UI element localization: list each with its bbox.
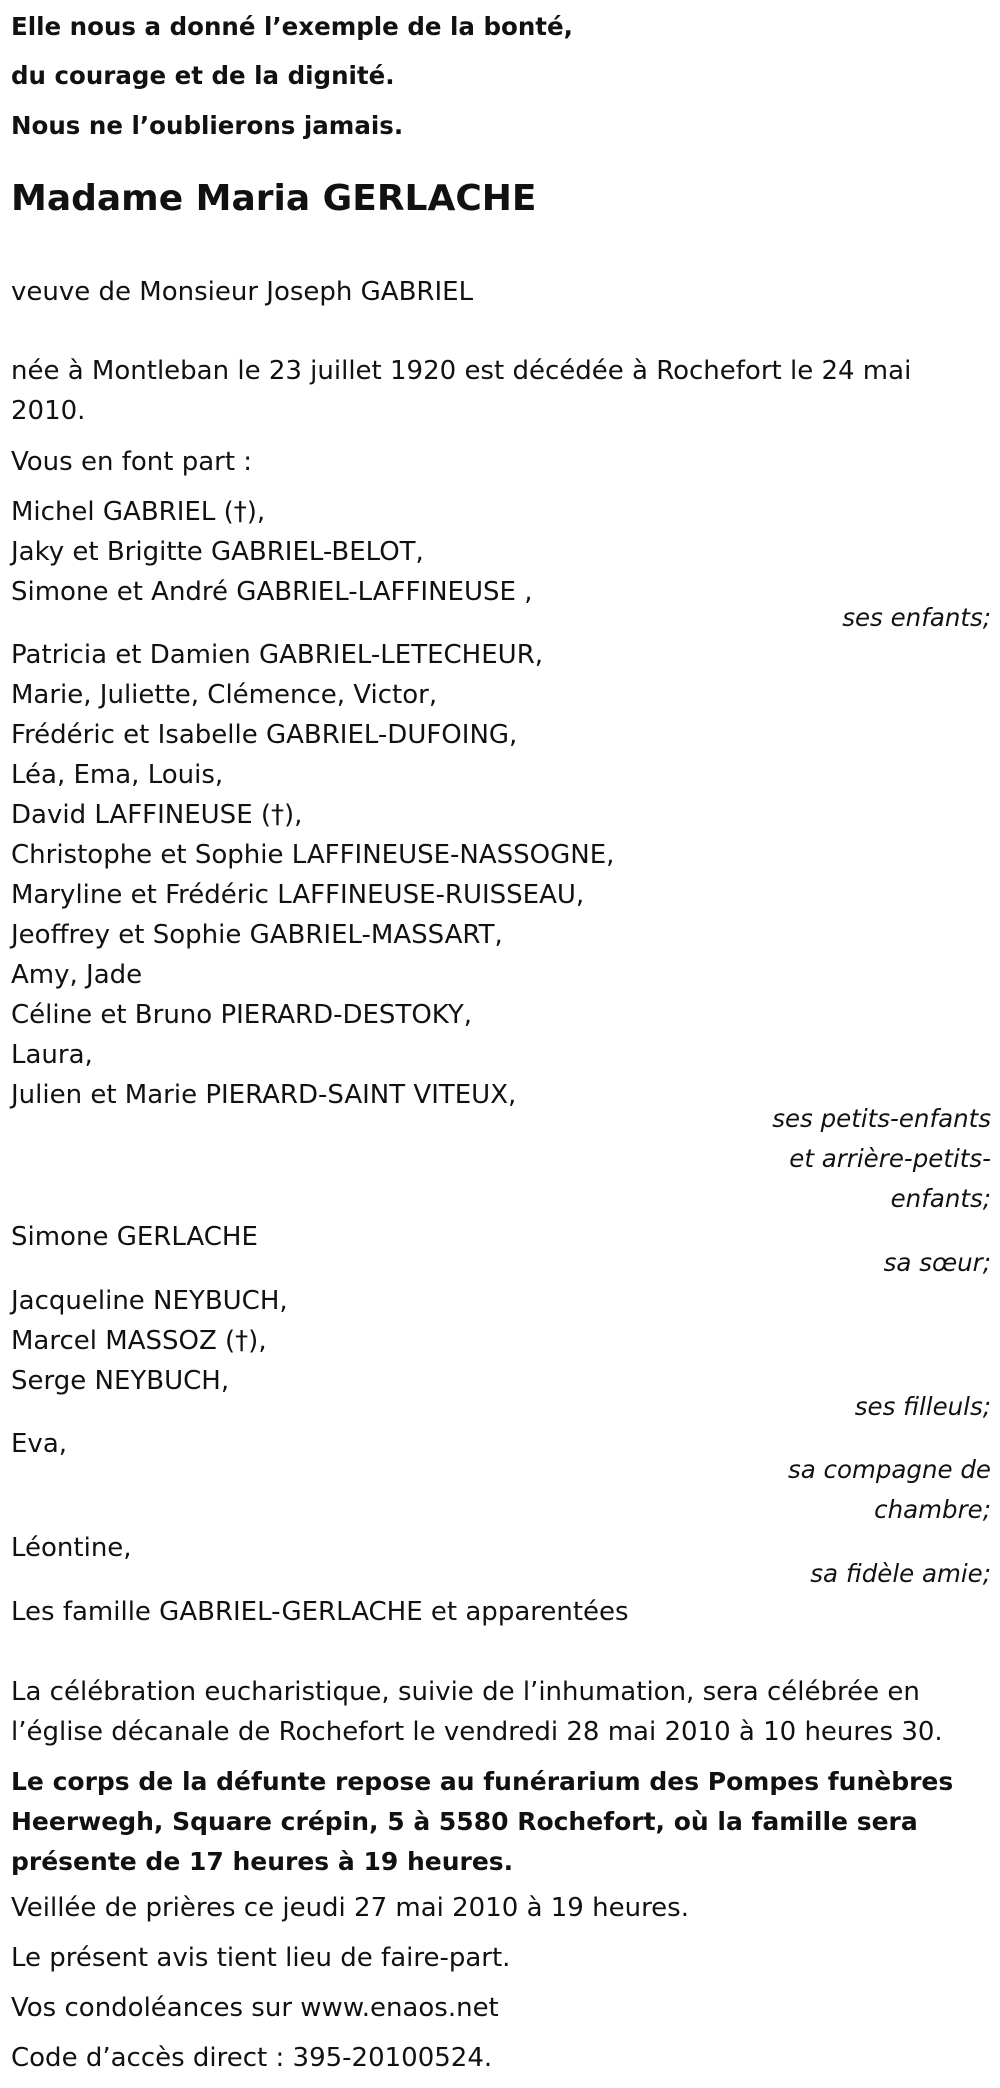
repose-line: Le corps de la défunte repose au funérarium des Pompes funèbres: [11, 1767, 954, 1796]
celebration-line: l’église décanale de Rochefort le vendredi 28 mai 2010 à 10 heures 30.: [11, 1717, 943, 1747]
relation-label: sa sœur;: [883, 1248, 991, 1277]
family-member: Maryline et Frédéric LAFFINEUSE-RUISSEAU,: [11, 880, 585, 910]
vigil-line: Veillée de prières ce jeudi 27 mai 2010 à 19 heures.: [11, 1893, 689, 1923]
family-member: Julien et Marie PIERARD-SAINT VITEUX,: [11, 1080, 517, 1110]
family-member: Simone et André GABRIEL-LAFFINEUSE ,: [11, 577, 533, 607]
family-member: Christophe et Sophie LAFFINEUSE-NASSOGNE,: [11, 840, 615, 870]
access-code-line: Code d’accès direct : 395-20100524.: [11, 2043, 493, 2073]
relation-label: et arrière-petits-: [789, 1144, 991, 1173]
family-member: Céline et Bruno PIERARD-DESTOKY,: [11, 1000, 473, 1030]
family-member: Marie, Juliette, Clémence, Victor,: [11, 680, 438, 710]
page-title: Madame Maria GERLACHE: [11, 178, 537, 219]
family-member: Léa, Ema, Louis,: [11, 760, 224, 790]
family-member: Frédéric et Isabelle GABRIEL-DUFOING,: [11, 720, 518, 750]
birth-death-line: 2010.: [11, 396, 86, 426]
relation-label: sa compagne de: [787, 1455, 991, 1484]
relation-label: ses petits-enfants: [772, 1104, 991, 1133]
family-member: Serge NEYBUCH,: [11, 1366, 230, 1396]
announce-line: Vous en font part :: [11, 447, 253, 477]
repose-line: Heerwegh, Square crépin, 5 à 5580 Rochefort, où la famille sera: [11, 1807, 918, 1836]
relation-label: ses enfants;: [842, 603, 991, 632]
family-member: Jaky et Brigitte GABRIEL-BELOT,: [11, 537, 424, 567]
family-member: Michel GABRIEL (†),: [11, 497, 266, 527]
family-member: Jeoffrey et Sophie GABRIEL-MASSART,: [11, 920, 503, 950]
family-member: David LAFFINEUSE (†),: [11, 800, 303, 830]
quote-line: Nous ne l’oublierons jamais.: [11, 111, 404, 140]
condolences-line: Vos condoléances sur www.enaos.net: [11, 1993, 499, 2023]
family-member: Léontine,: [11, 1533, 132, 1563]
celebration-line: La célébration eucharistique, suivie de l’inhumation, sera célébrée en: [11, 1677, 920, 1707]
relation-label: chambre;: [874, 1495, 991, 1524]
family-member: Simone GERLACHE: [11, 1222, 258, 1252]
relation-label: ses filleuls;: [854, 1392, 991, 1421]
quote-line: Elle nous a donné l’exemple de la bonté,: [11, 12, 573, 41]
repose-line: présente de 17 heures à 19 heures.: [11, 1847, 514, 1876]
relation-label: sa fidèle amie;: [810, 1559, 991, 1588]
notice-line: Le présent avis tient lieu de faire-part.: [11, 1943, 511, 1973]
family-member: Jacqueline NEYBUCH,: [11, 1286, 288, 1316]
quote-line: du courage et de la dignité.: [11, 61, 395, 90]
widow-of-line: veuve de Monsieur Joseph GABRIEL: [11, 277, 474, 307]
families-line: Les famille GABRIEL-GERLACHE et apparentées: [11, 1597, 629, 1627]
birth-death-line: née à Montleban le 23 juillet 1920 est décédée à Rochefort le 24 mai: [11, 356, 912, 386]
family-member: Laura,: [11, 1040, 93, 1070]
family-member: Eva,: [11, 1429, 68, 1459]
family-member: Amy, Jade: [11, 960, 143, 990]
family-member: Patricia et Damien GABRIEL-LETECHEUR,: [11, 640, 544, 670]
family-member: Marcel MASSOZ (†),: [11, 1326, 267, 1356]
relation-label: enfants;: [890, 1184, 991, 1213]
